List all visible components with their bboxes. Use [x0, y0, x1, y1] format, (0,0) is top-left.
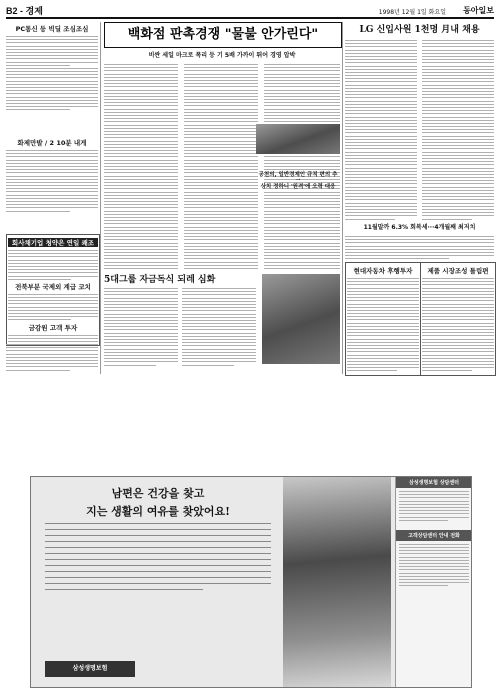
left-top-body	[6, 36, 98, 110]
left-mid-title: 화제만발 / 2 10분 내게	[17, 139, 87, 147]
conglomerate-col-1	[104, 288, 178, 372]
middle-photo-caption-box	[256, 124, 340, 168]
left-box-column	[6, 234, 100, 346]
lg-sub-title-wrap	[345, 222, 494, 234]
ad-sidebar-title: 삼성생명보험 상담센터	[396, 477, 472, 488]
ad-sidebar	[395, 477, 472, 687]
left-box-3-title: 금감원 고객 투자	[28, 323, 78, 332]
ad-body	[45, 523, 271, 595]
ad-logo	[45, 661, 135, 677]
main-headline: 백화점 판촉경쟁 "물불 안가린다"	[127, 27, 319, 42]
ad-logo-text: 삼성생명보험	[72, 665, 108, 672]
page-header	[6, 3, 494, 19]
right-box-2-title: 제품 시장조성 틀림편	[427, 267, 489, 275]
right-box-1	[345, 262, 421, 376]
lg-title: LG 신입사원 1천명 月내 채용	[359, 25, 480, 35]
lg-sub-body	[345, 236, 494, 260]
ad-model-photo	[283, 477, 391, 687]
column-rule-right	[342, 22, 343, 374]
main-body-col-2	[184, 64, 258, 270]
conglomerate-photo	[262, 274, 340, 364]
main-subhead-wrap	[104, 50, 340, 62]
conglomerate-col-2	[182, 288, 256, 372]
left-top-title: PC통신 등 빅딜 조심조심	[15, 25, 89, 33]
interview-title-wrap	[256, 182, 340, 192]
main-body-col-1	[104, 64, 178, 270]
left-mid-article	[6, 136, 98, 232]
ad-headline-line-2: 지는 생활의 여유를 찾았어요!	[86, 505, 230, 518]
ad-headline-line-1: 남편은 건강을 찾고	[111, 487, 205, 500]
interview-title: 상치 정하니 '원격'에 오력 대응	[260, 184, 336, 190]
lg-title-wrap	[345, 22, 494, 36]
newspaper-name: 동아일보	[463, 5, 494, 15]
left-box-1-title: 회사채기업 청약은 연일 쾌조	[8, 238, 98, 247]
conglomerate-title-wrap	[104, 272, 256, 286]
middle-caption-wrap	[256, 170, 340, 180]
column-rule-left	[100, 22, 101, 374]
lg-body-col-1	[345, 40, 417, 220]
left-box-2-title: 전북부분 국제외 계급 코치	[15, 282, 91, 291]
issue-date: 1998년 12월 1일 화요일	[378, 9, 446, 16]
left-mid-body	[6, 150, 98, 212]
right-box-1-title: 현대자동차 후행투자	[353, 267, 413, 275]
left-bottom-article	[6, 344, 98, 372]
conglomerate-title: 5대그룹 자금독식 되레 심화	[104, 275, 216, 285]
right-box-2	[420, 262, 496, 376]
ad-headline	[45, 485, 271, 519]
middle-caption: 공천의, 일반경제인 규직 편의 추	[258, 172, 338, 178]
main-headline-box	[104, 22, 342, 48]
advertisement	[30, 476, 472, 688]
left-top-article	[6, 22, 98, 130]
middle-photo	[256, 124, 340, 154]
ad-sidebar-sub: 고객상담센터 안내 전화	[396, 530, 472, 541]
section-label: B2 - 경제	[6, 6, 43, 16]
main-subhead: 비싼 세일 마크로 폭리 등 기 5배 가까이 뛰어 경영 압박	[148, 52, 296, 59]
lg-sub-title: 11월말까 6.3% 회복세···4개월째 최저치	[363, 224, 476, 231]
lg-body-col-2	[422, 40, 494, 220]
